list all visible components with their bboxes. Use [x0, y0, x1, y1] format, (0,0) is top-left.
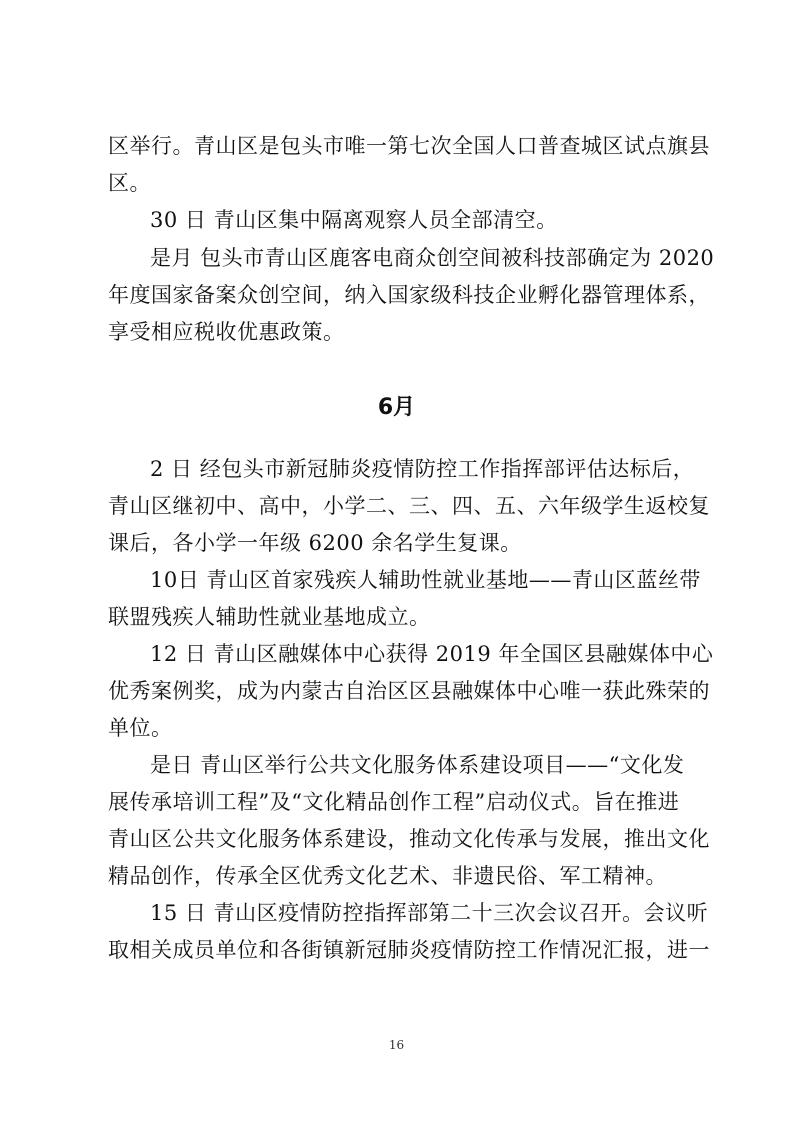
- text-line: 区举行。青山区是包头市唯一第七次全国人口普查城区试点旗县: [108, 134, 710, 158]
- text-line: 年度国家备案众创空间，纳入国家级科技企业孵化器管理体系，: [108, 283, 710, 307]
- text-line: 取相关成员单位和各街镇新冠肺炎疫情防控工作情况汇报，进一: [108, 938, 710, 962]
- paragraph-school-resume: [108, 451, 710, 562]
- text-line: 联盟残疾人辅助性就业基地成立。: [108, 605, 431, 629]
- text-line: 展传承培训工程”及“文化精品创作工程”启动仪式。旨在推进: [108, 790, 680, 814]
- month-heading: 6月: [377, 395, 416, 420]
- paragraph-census: [108, 128, 710, 202]
- text-line: 课后，各小学一年级 6200 余名学生复课。: [108, 531, 522, 555]
- text-line: 是日 青山区举行公共文化服务体系建设项目——“文化发: [150, 753, 685, 777]
- paragraph-culture-project: [108, 747, 710, 895]
- paragraph-media-award: [108, 636, 714, 747]
- text-line: 15 日 青山区疫情防控指挥部第二十三次会议召开。会议听: [150, 901, 709, 925]
- text-line: 单位。: [108, 716, 173, 740]
- text-line: 精品创作，传承全区优秀文化艺术、非遗民俗、军工精神。: [108, 864, 667, 888]
- paragraph-employment-base: [108, 562, 701, 636]
- paragraph-epidemic-meeting: [108, 895, 710, 969]
- text-line: 享受相应税收优惠政策。: [108, 320, 345, 344]
- text-line: 优秀案例奖，成为内蒙古自治区区县融媒体中心唯一获此殊荣的: [108, 679, 710, 703]
- text-line: 区。: [108, 171, 151, 195]
- text-line: 10日 青山区首家残疾人辅助性就业基地——青山区蓝丝带: [150, 568, 701, 592]
- text-line: 是月 包头市青山区鹿客电商众创空间被科技部确定为 2020: [150, 246, 715, 270]
- text-line: 12 日 青山区融媒体中心获得 2019 年全国区县融媒体中心: [150, 642, 714, 666]
- text-line: 青山区继初中、高中，小学二、三、四、五、六年级学生返校复: [108, 494, 710, 518]
- paragraph-maker-space: [108, 240, 715, 351]
- page-number: 16: [388, 1038, 405, 1052]
- paragraph-quarantine-cleared: [108, 202, 698, 239]
- text-line: 青山区公共文化服务体系建设，推动文化传承与发展，推出文化: [108, 827, 710, 851]
- text-line: 2 日 经包头市新冠肺炎疫情防控工作指挥部评估达标后，: [150, 457, 695, 481]
- text-line: 30 日 青山区集中隔离观察人员全部清空。: [150, 208, 558, 232]
